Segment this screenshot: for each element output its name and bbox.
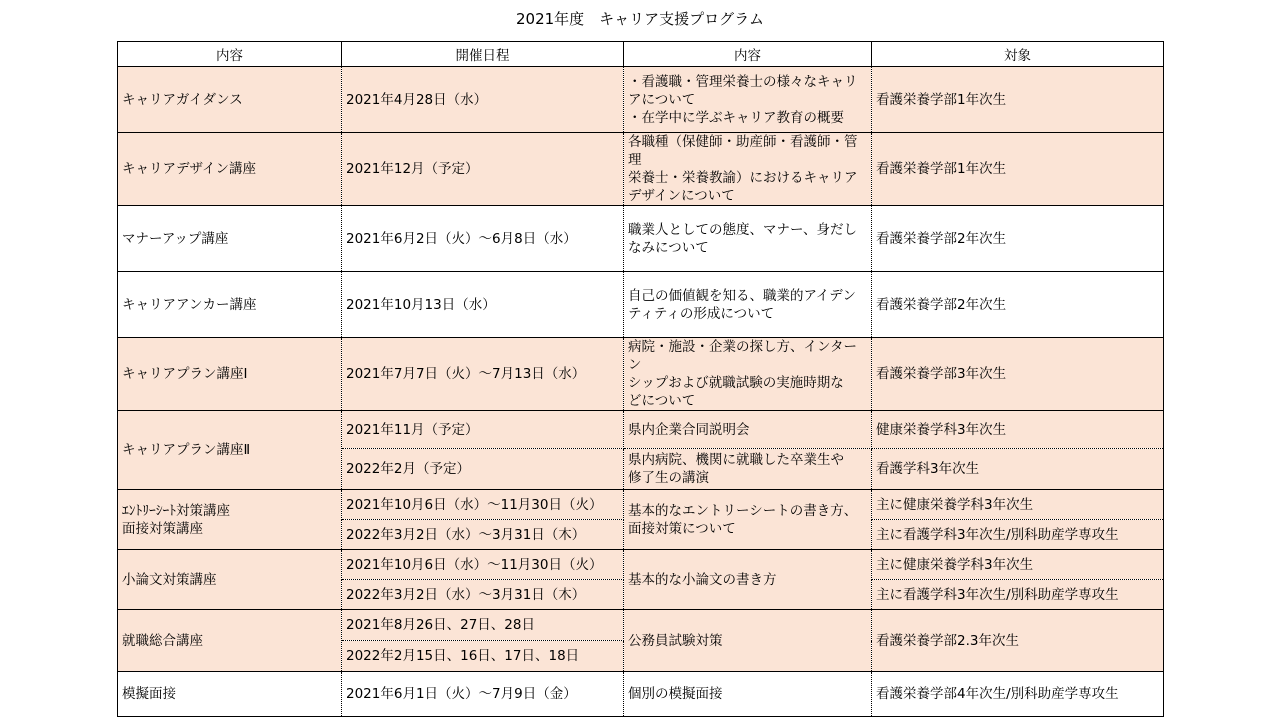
program-name: 就職総合講座 xyxy=(118,610,342,672)
program-name: 小論文対策講座 xyxy=(118,550,342,610)
content-line: 県内病院、機関に就職した卒業生や xyxy=(628,452,844,468)
content-line: 自己の価値観を知る、職業的アイデン xyxy=(628,287,857,304)
schedule-cell: 2021年10月6日（水）～11月30日（火） xyxy=(342,490,624,520)
content-cell: 公務員試験対策 xyxy=(624,610,872,672)
header-program: 内容 xyxy=(118,42,342,67)
table-row xyxy=(118,411,1164,449)
target-cell: 健康栄養学科3年次生 xyxy=(872,411,1164,449)
schedule-cell: 2021年4月28日（水） xyxy=(342,67,624,133)
content-cell xyxy=(624,206,872,272)
program-name-line: 面接対策講座 xyxy=(122,520,203,537)
target-cell: 看護学科3年次生 xyxy=(872,449,1164,490)
content-line: シップおよび就職試験の実施時期な xyxy=(628,375,844,391)
header-schedule: 開催日程 xyxy=(342,42,624,67)
table-row xyxy=(118,338,1164,411)
program-name: キャリアプラン講座Ⅱ xyxy=(118,411,342,490)
schedule-cell: 2022年2月（予定） xyxy=(342,449,624,490)
content-line: 面接対策について xyxy=(628,520,736,537)
target-cell: 主に健康栄養学科3年次生 xyxy=(872,550,1164,580)
target-cell: 主に看護学科3年次生/別科助産学専攻生 xyxy=(872,520,1164,550)
content-line: 修了生の講演 xyxy=(628,470,709,486)
program-name: 模擬面接 xyxy=(118,672,342,717)
page-title: 2021年度 キャリア支援プログラム xyxy=(515,10,765,28)
content-line: デザインについて xyxy=(628,188,735,204)
content-cell: 個別の模擬面接 xyxy=(624,672,872,717)
schedule-cell: 2021年7月7日（火）～7月13日（水） xyxy=(342,338,624,411)
target-cell: 看護栄養学部2.3年次生 xyxy=(872,610,1164,672)
program-name: キャリアデザイン講座 xyxy=(118,133,342,206)
content-line: 基本的なエントリーシートの書き方、 xyxy=(628,502,858,519)
program-name: マナーアップ講座 xyxy=(118,206,342,272)
header-content: 内容 xyxy=(624,42,872,67)
content-cell: 県内企業合同説明会 xyxy=(624,411,872,449)
schedule-cell: 2022年2月15日、16日、17日、18日 xyxy=(342,641,624,672)
content-line: 各職種（保健師・助産師・看護師・管理 xyxy=(628,134,858,168)
content-line: 病院・施設・企業の探し方、インターン xyxy=(628,339,857,373)
career-program-table xyxy=(117,41,1164,717)
program-name: キャリアアンカー講座 xyxy=(118,272,342,338)
target-cell: 主に健康栄養学科3年次生 xyxy=(872,490,1164,520)
schedule-cell: 2021年10月13日（水） xyxy=(342,272,624,338)
schedule-cell: 2021年10月6日（水）～11月30日（火） xyxy=(342,550,624,580)
target-cell: 看護栄養学部1年次生 xyxy=(872,133,1164,206)
content-line: ・在学中に学ぶキャリア教育の概要 xyxy=(628,109,844,126)
table-row xyxy=(118,610,1164,641)
content-cell xyxy=(624,449,872,490)
content-cell: 基本的な小論文の書き方 xyxy=(624,550,872,610)
target-cell: 看護栄養学部2年次生 xyxy=(872,272,1164,338)
content-cell xyxy=(624,490,872,550)
content-line: ・看護職・管理栄養士の様々なキャリ xyxy=(628,73,858,90)
schedule-cell: 2022年3月2日（水）～3月31日（木） xyxy=(342,580,624,610)
content-line: 栄養士・栄養教諭）におけるキャリア xyxy=(628,170,858,186)
content-line: アについて xyxy=(628,91,696,108)
table-row xyxy=(118,133,1164,206)
schedule-cell: 2021年6月1日（火）～7月9日（金） xyxy=(342,672,624,717)
program-name xyxy=(118,490,342,550)
schedule-cell: 2021年11月（予定） xyxy=(342,411,624,449)
table-row xyxy=(118,672,1164,717)
program-name: キャリアガイダンス xyxy=(118,67,342,133)
target-cell: 主に看護学科3年次生/別科助産学専攻生 xyxy=(872,580,1164,610)
content-line: 職業人としての態度、マナー、身だし xyxy=(628,221,857,238)
table-row xyxy=(118,67,1164,133)
content-cell xyxy=(624,338,872,411)
program-name-line: ｴﾝﾄﾘｰｼｰﾄ対策講座 xyxy=(122,502,230,519)
content-line: なみについて xyxy=(628,239,709,256)
target-cell: 看護栄養学部4年次生/別科助産学専攻生 xyxy=(872,672,1164,717)
header-target: 対象 xyxy=(872,42,1164,67)
table-row xyxy=(118,550,1164,580)
content-cell xyxy=(624,67,872,133)
target-cell: 看護栄養学部2年次生 xyxy=(872,206,1164,272)
schedule-cell: 2022年3月2日（水）～3月31日（木） xyxy=(342,520,624,550)
content-line: どについて xyxy=(628,393,696,409)
schedule-cell: 2021年6月2日（火）～6月8日（水） xyxy=(342,206,624,272)
target-cell: 看護栄養学部1年次生 xyxy=(872,67,1164,133)
content-cell xyxy=(624,272,872,338)
content-cell xyxy=(624,133,872,206)
schedule-cell: 2021年12月（予定） xyxy=(342,133,624,206)
program-name: キャリアプラン講座Ⅰ xyxy=(118,338,342,411)
table-row xyxy=(118,272,1164,338)
table-header-row xyxy=(118,42,1164,67)
schedule-cell: 2021年8月26日、27日、28日 xyxy=(342,610,624,641)
table-row xyxy=(118,206,1164,272)
table-row xyxy=(118,490,1164,520)
content-line: ティティの形成について xyxy=(628,305,775,322)
target-cell: 看護栄養学部3年次生 xyxy=(872,338,1164,411)
